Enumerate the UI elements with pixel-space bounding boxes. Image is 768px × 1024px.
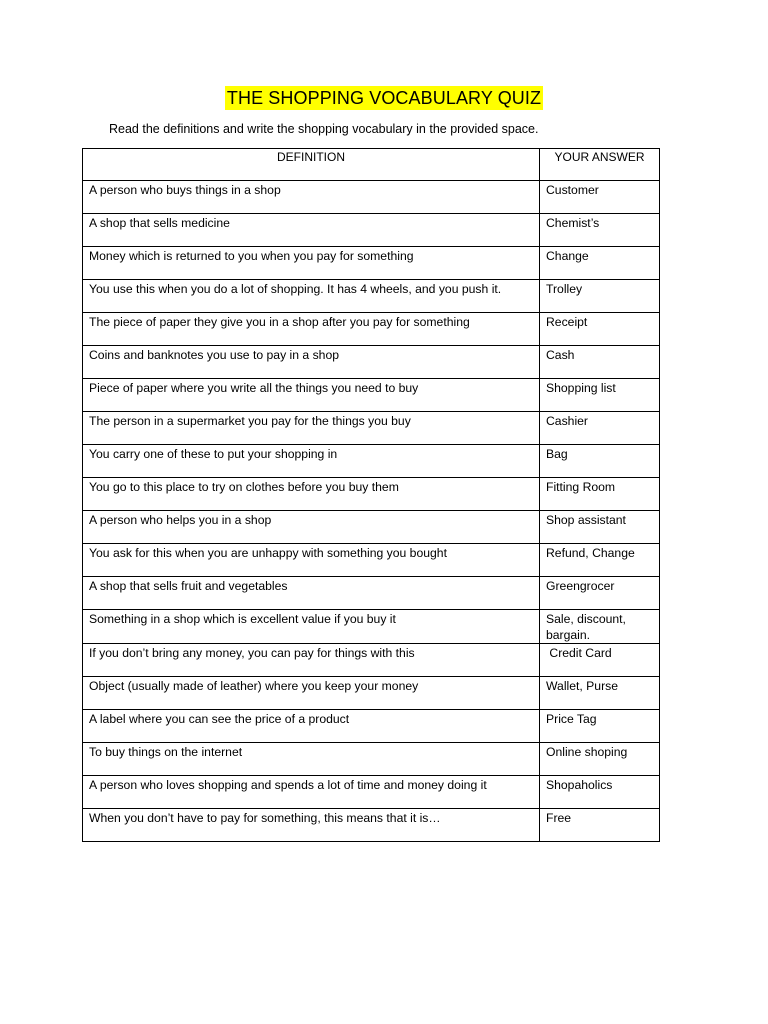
definition-text: A label where you can see the price of a product [89,712,350,726]
definition-cell [83,346,540,379]
table-row [83,544,660,577]
answer-cell: Cashier [540,412,660,445]
definition-text: You use this when you do a lot of shopping. It has 4 wheels, and you push it. [89,282,502,296]
definition-text: Something in a shop which is excellent value if you buy it [89,612,396,626]
quiz-table-body [83,181,660,842]
answer-cell: Trolley [540,280,660,313]
table-row [83,809,660,842]
answer-cell: Free [540,809,660,842]
table-row [83,346,660,379]
answer-cell: Change [540,247,660,280]
table-row [83,577,660,610]
definition-text: Piece of paper where you write all the things you need to buy [89,381,419,395]
definition-text: Money which is returned to you when you pay for something [89,249,414,263]
answer-cell: Wallet, Purse [540,677,660,710]
answer-cell: Shopping list [540,379,660,412]
definition-text: The piece of paper they give you in a shop after you pay for something [89,315,470,329]
definition-text: You go to this place to try on clothes before you buy them [89,480,399,494]
definition-cell [83,610,540,644]
definition-cell [83,809,540,842]
answer-cell: Chemist’s [540,214,660,247]
answer-cell: Sale, discount, bargain. [540,610,660,644]
answer-cell: Bag [540,445,660,478]
definition-cell [83,776,540,809]
definition-cell [83,644,540,677]
table-row [83,610,660,644]
definition-text: A person who helps you in a shop [89,513,272,527]
table-row [83,511,660,544]
definition-text: A shop that sells fruit and vegetables [89,579,288,593]
table-row [83,313,660,346]
definition-cell [83,577,540,610]
table-row [83,379,660,412]
table-row [83,214,660,247]
header-row [83,149,660,181]
definition-text: When you don’t have to pay for something, this means that it is… [89,811,441,825]
table-row [83,445,660,478]
definition-cell [83,677,540,710]
definition-cell [83,511,540,544]
definition-text: If you don’t bring any money, you can pay for things with this [89,646,415,660]
title-container [0,86,768,110]
quiz-title: THE SHOPPING VOCABULARY QUIZ [226,88,542,108]
answer-cell: Shop assistant [540,511,660,544]
table-row [83,743,660,776]
answer-cell: Refund, Change [540,544,660,577]
table-row [83,247,660,280]
table-row [83,412,660,445]
definition-text: To buy things on the internet [89,745,243,759]
definition-text: You carry one of these to put your shopping in [89,447,338,461]
definition-cell [83,412,540,445]
table-row [83,181,660,214]
definition-cell [83,743,540,776]
answer-cell: Receipt [540,313,660,346]
quiz-table-header [83,149,660,181]
definition-cell [83,478,540,511]
answer-cell: Greengrocer [540,577,660,610]
table-row [83,677,660,710]
answer-cell: Cash [540,346,660,379]
definition-text: The person in a supermarket you pay for the things you buy [89,414,411,428]
definition-cell [83,544,540,577]
answer-cell: Online shoping [540,743,660,776]
answer-cell: Credit Card [540,644,660,677]
definition-cell [83,710,540,743]
table-row [83,478,660,511]
definition-text: A person who buys things in a shop [89,183,281,197]
quiz-table [82,148,660,842]
table-row [83,280,660,313]
table-row [83,644,660,677]
answer-cell: Fitting Room [540,478,660,511]
answer-cell: Shopaholics [540,776,660,809]
definition-text: Coins and banknotes you use to pay in a shop [89,348,340,362]
table-row [83,710,660,743]
definition-text: Object (usually made of leather) where you keep your money [89,679,419,693]
definition-cell [83,247,540,280]
definition-cell [83,181,540,214]
definition-text: A person who loves shopping and spends a lot of time and money doing it [89,778,487,792]
definition-column-header: DEFINITION [83,149,540,181]
answer-cell: Price Tag [540,710,660,743]
definition-cell [83,214,540,247]
definition-text: A shop that sells medicine [89,216,230,230]
definition-cell [83,445,540,478]
answer-column-header: YOUR ANSWER [540,149,660,181]
definition-text: You ask for this when you are unhappy with something you bought [89,546,447,560]
instructions-text: Read the definitions and write the shopping vocabulary in the provided space. [109,122,539,136]
answer-cell: Customer [540,181,660,214]
definition-cell [83,313,540,346]
definition-cell [83,379,540,412]
definition-cell [83,280,540,313]
table-row [83,776,660,809]
